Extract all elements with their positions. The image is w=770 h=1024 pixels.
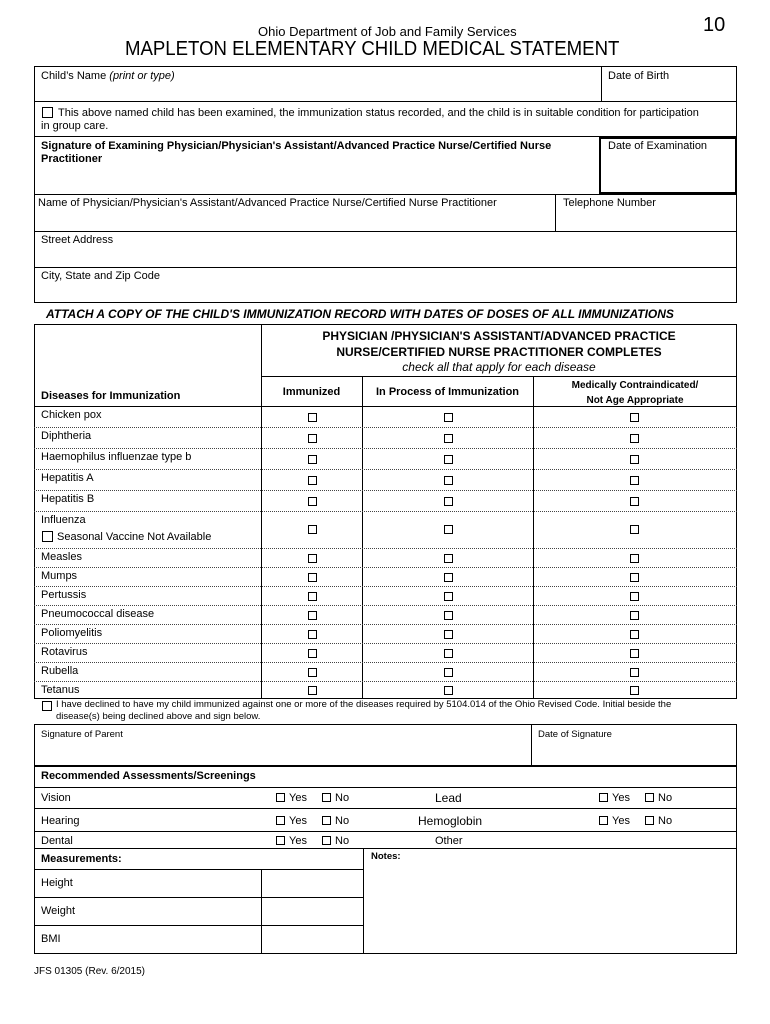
- disease-contraindicated-checkbox[interactable]: [630, 476, 639, 485]
- row-divider: [34, 605, 737, 606]
- exam-statement: This above named child has been examined, the immunization status recorded, and the child is in suitable condition for participation: [58, 107, 699, 119]
- divider: [363, 848, 364, 954]
- disease-in-process-checkbox[interactable]: [444, 592, 453, 601]
- disease-name: Influenza: [41, 514, 86, 526]
- disease-name: Pneumococcal disease: [41, 608, 155, 620]
- disease-contraindicated-checkbox[interactable]: [630, 630, 639, 639]
- lead-label: Lead: [435, 791, 462, 805]
- disease-name: Measles: [41, 551, 82, 563]
- immunization-header-3: check all that apply for each disease: [402, 360, 596, 374]
- divider: [34, 101, 737, 102]
- telephone-label: Telephone Number: [563, 197, 656, 209]
- disease-name: Tetanus: [41, 684, 80, 696]
- lead-yes-checkbox[interactable]: [599, 793, 608, 802]
- disease-in-process-checkbox[interactable]: [444, 455, 453, 464]
- disease-in-process-checkbox[interactable]: [444, 668, 453, 677]
- disease-immunized-checkbox[interactable]: [308, 573, 317, 582]
- row-divider: [34, 427, 737, 428]
- hemoglobin-yes-checkbox[interactable]: [599, 816, 608, 825]
- disease-immunized-checkbox[interactable]: [308, 497, 317, 506]
- dental-no-label: No: [335, 835, 350, 847]
- row-divider: [34, 643, 737, 644]
- page-number: 10: [703, 14, 726, 36]
- disease-in-process-checkbox[interactable]: [444, 649, 453, 658]
- other-label: Other: [435, 835, 463, 847]
- exam-statement-cont: in group care.: [41, 120, 109, 132]
- dental-yes-label: Yes: [289, 835, 307, 847]
- divider: [34, 194, 737, 195]
- dental-no-checkbox[interactable]: [322, 836, 331, 845]
- disease-in-process-checkbox[interactable]: [444, 434, 453, 443]
- parent-signature-label: Signature of Parent: [41, 729, 123, 740]
- disease-contraindicated-checkbox[interactable]: [630, 554, 639, 563]
- disease-name: Hepatitis A: [41, 472, 94, 484]
- disease-immunized-checkbox[interactable]: [308, 455, 317, 464]
- row-divider: [34, 490, 737, 491]
- exam-checkbox[interactable]: [42, 107, 53, 118]
- hearing-no-checkbox[interactable]: [322, 816, 331, 825]
- immunization-header-1: PHYSICIAN /PHYSICIAN'S ASSISTANT/ADVANCED PRACTICE: [322, 329, 676, 343]
- disease-name: Rotavirus: [41, 646, 88, 658]
- hemoglobin-yes-label: Yes: [612, 815, 630, 827]
- vision-no-checkbox[interactable]: [322, 793, 331, 802]
- col-not-age-header: Not Age Appropriate: [586, 395, 684, 406]
- divider: [34, 406, 737, 407]
- divider: [34, 831, 737, 832]
- row-divider: [34, 469, 737, 470]
- disease-name: Rubella: [41, 665, 79, 677]
- disease-contraindicated-checkbox[interactable]: [630, 434, 639, 443]
- exam-date-label: Date of Examination: [608, 140, 708, 152]
- col-contraindicated-header: Medically Contraindicated/: [571, 380, 699, 391]
- city-state-zip-label: City, State and Zip Code: [41, 270, 161, 282]
- disease-immunized-checkbox[interactable]: [308, 434, 317, 443]
- row-divider: [34, 681, 737, 682]
- physician-name-label: Name of Physician/Physician's Assistant/Advanced Practice Nurse/Certified Nurse Practitioner: [38, 197, 497, 209]
- row-divider: [34, 448, 737, 449]
- hemoglobin-no-label: No: [658, 815, 673, 827]
- hemoglobin-no-checkbox[interactable]: [645, 816, 654, 825]
- disease-contraindicated-checkbox[interactable]: [630, 413, 639, 422]
- vision-label: Vision: [41, 792, 71, 804]
- vision-yes-checkbox[interactable]: [276, 793, 285, 802]
- seasonal-vaccine-checkbox[interactable]: [42, 531, 53, 542]
- disease-in-process-checkbox[interactable]: [444, 497, 453, 506]
- street-address-label: Street Address: [41, 234, 114, 246]
- row-divider: [34, 624, 737, 625]
- disease-immunized-checkbox[interactable]: [308, 592, 317, 601]
- disease-name: Poliomyelitis: [41, 627, 103, 639]
- divider: [34, 869, 363, 870]
- row-divider: [34, 586, 737, 587]
- row-divider: [34, 548, 737, 549]
- divider: [34, 848, 737, 849]
- disease-in-process-checkbox[interactable]: [444, 525, 453, 534]
- declined-statement: I have declined to have my child immunized against one or more of the diseases required by 5104.014 of the Ohio Revised Code. Initial beside the: [56, 699, 672, 710]
- divider: [34, 787, 737, 788]
- lead-no-checkbox[interactable]: [645, 793, 654, 802]
- disease-in-process-checkbox[interactable]: [444, 573, 453, 582]
- divider: [34, 925, 363, 926]
- disease-immunized-checkbox[interactable]: [308, 686, 317, 695]
- disease-name: Mumps: [41, 570, 78, 582]
- hearing-no-label: No: [335, 815, 350, 827]
- immunization-header-2: NURSE/CERTIFIED NURSE PRACTITIONER COMPLETES: [336, 345, 662, 359]
- divider: [261, 376, 737, 377]
- vision-no-label: No: [335, 792, 350, 804]
- parent-signature-box: [34, 724, 737, 766]
- disease-name: Hepatitis B: [41, 493, 95, 505]
- height-label: Height: [41, 877, 73, 889]
- lead-no-label: No: [658, 792, 673, 804]
- disease-contraindicated-checkbox[interactable]: [630, 611, 639, 620]
- disease-contraindicated-checkbox[interactable]: [630, 525, 639, 534]
- divider: [34, 808, 737, 809]
- col-disease-header: Diseases for Immunization: [41, 390, 181, 402]
- disease-immunized-checkbox[interactable]: [308, 413, 317, 422]
- page-title: MAPLETON ELEMENTARY CHILD MEDICAL STATEMENT: [125, 38, 620, 60]
- disease-immunized-checkbox[interactable]: [308, 649, 317, 658]
- divider: [362, 376, 363, 699]
- disease-name: Pertussis: [41, 589, 87, 601]
- disease-contraindicated-checkbox[interactable]: [630, 592, 639, 601]
- bmi-label: BMI: [41, 933, 61, 945]
- declined-statement-cont: disease(s) being declined above and sign below.: [56, 711, 261, 722]
- disease-name: Diphtheria: [41, 430, 92, 442]
- disease-contraindicated-checkbox[interactable]: [630, 668, 639, 677]
- col-in-process-header: In Process of Immunization: [375, 386, 520, 398]
- disease-immunized-checkbox[interactable]: [308, 554, 317, 563]
- divider: [531, 724, 532, 766]
- dob-label: Date of Birth: [608, 70, 670, 82]
- weight-label: Weight: [41, 905, 76, 917]
- divider: [34, 231, 737, 232]
- disease-in-process-checkbox[interactable]: [444, 630, 453, 639]
- dental-yes-checkbox[interactable]: [276, 836, 285, 845]
- child-name-label: Child’s Name (print or type): [41, 70, 175, 82]
- disease-in-process-checkbox[interactable]: [444, 686, 453, 695]
- screenings-title: Recommended Assessments/Screenings: [41, 770, 256, 782]
- hearing-yes-checkbox[interactable]: [276, 816, 285, 825]
- measurements-label: Measurements:: [41, 853, 122, 865]
- disease-in-process-checkbox[interactable]: [444, 554, 453, 563]
- disease-immunized-checkbox[interactable]: [308, 668, 317, 677]
- disease-contraindicated-checkbox[interactable]: [630, 686, 639, 695]
- form-number: JFS 01305 (Rev. 6/2015): [34, 966, 145, 977]
- disease-name: Haemophilus influenzae type b: [41, 451, 192, 463]
- disease-in-process-checkbox[interactable]: [444, 413, 453, 422]
- disease-contraindicated-checkbox[interactable]: [630, 455, 639, 464]
- physician-signature-label-cont: Practitioner: [41, 153, 103, 165]
- row-divider: [34, 662, 737, 663]
- seasonal-vaccine-label: Seasonal Vaccine Not Available: [57, 531, 212, 543]
- row-divider: [34, 511, 737, 512]
- disease-contraindicated-checkbox[interactable]: [630, 497, 639, 506]
- disease-name: Chicken pox: [41, 409, 102, 421]
- disease-contraindicated-checkbox[interactable]: [630, 573, 639, 582]
- hemoglobin-label: Hemoglobin: [418, 814, 483, 828]
- dental-label: Dental: [41, 835, 73, 847]
- attach-notice: ATTACH A COPY OF THE CHILD'S IMMUNIZATION RECORD WITH DATES OF DOSES OF ALL IMMUNIZATIONS: [46, 307, 674, 321]
- divider: [261, 869, 262, 954]
- agency-name: Ohio Department of Job and Family Services: [258, 24, 517, 39]
- disease-immunized-checkbox[interactable]: [308, 476, 317, 485]
- date-of-signature-label: Date of Signature: [538, 729, 612, 740]
- vision-yes-label: Yes: [289, 792, 307, 804]
- physician-signature-label: Signature of Examining Physician/Physician's Assistant/Advanced Practice Nurse/Certified Nurse: [41, 140, 552, 152]
- col-immunized-header: Immunized: [282, 386, 341, 398]
- divider: [34, 897, 363, 898]
- row-divider: [34, 567, 737, 568]
- divider: [34, 267, 737, 268]
- notes-label: Notes:: [371, 851, 401, 862]
- disease-immunized-checkbox[interactable]: [308, 611, 317, 620]
- divider: [555, 194, 556, 231]
- divider: [533, 376, 534, 699]
- hearing-label: Hearing: [41, 815, 80, 827]
- disease-immunized-checkbox[interactable]: [308, 525, 317, 534]
- divider: [601, 66, 602, 102]
- disease-immunized-checkbox[interactable]: [308, 630, 317, 639]
- disease-in-process-checkbox[interactable]: [444, 611, 453, 620]
- disease-contraindicated-checkbox[interactable]: [630, 649, 639, 658]
- disease-in-process-checkbox[interactable]: [444, 476, 453, 485]
- declined-checkbox[interactable]: [42, 701, 52, 711]
- lead-yes-label: Yes: [612, 792, 630, 804]
- hearing-yes-label: Yes: [289, 815, 307, 827]
